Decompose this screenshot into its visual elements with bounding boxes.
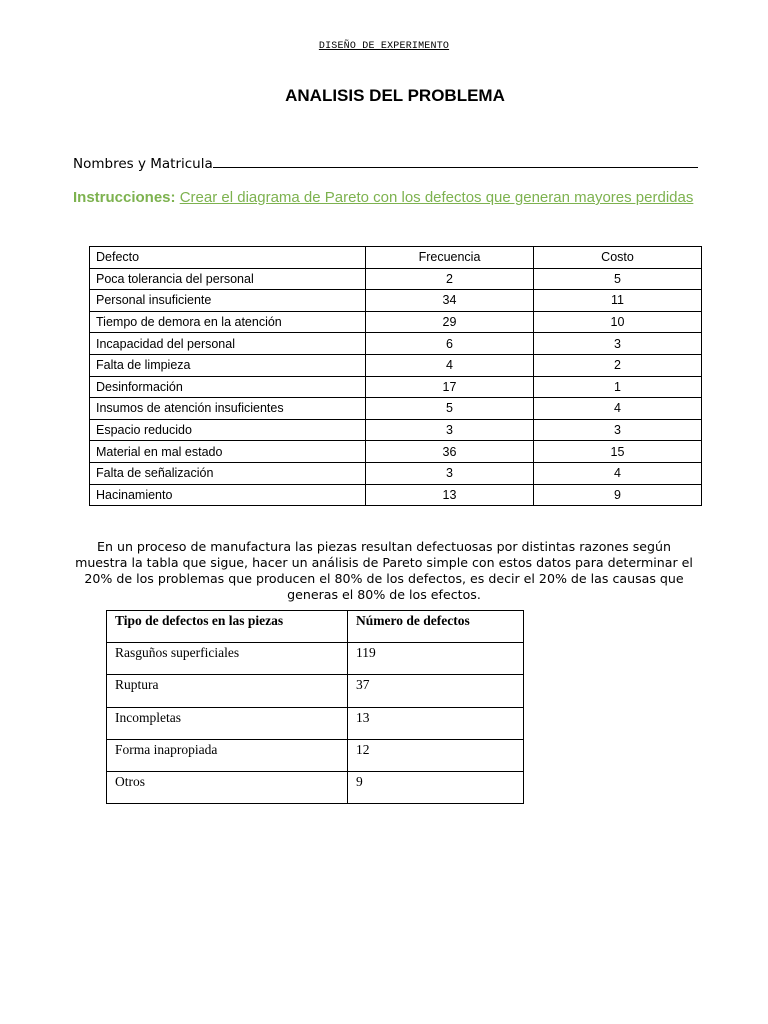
table-row — [90, 398, 702, 420]
table-cell: 15 — [534, 441, 702, 463]
table-cell: Personal insuficiente — [90, 290, 366, 312]
table-cell: 36 — [366, 441, 534, 463]
names-label: Nombres y Matricula — [73, 156, 213, 172]
table-cell: Forma inapropiada — [107, 739, 348, 771]
table-row — [90, 376, 702, 398]
table-row — [90, 333, 702, 355]
table-cell: 10 — [534, 311, 702, 333]
names-blank-line — [213, 155, 698, 168]
page-title: ANALISIS DEL PROBLEMA — [285, 86, 505, 105]
table-cell: 5 — [534, 268, 702, 290]
table-row — [90, 354, 702, 376]
table-cell: 9 — [534, 484, 702, 506]
table-row — [90, 441, 702, 463]
table-row — [107, 675, 524, 707]
table-row — [107, 771, 524, 803]
table-cell: 4 — [534, 462, 702, 484]
problem-paragraph: En un proceso de manufactura las piezas resultan defectuosas por distintas razones según muestra la tabla que sigue, hacer un análisis de Pareto simple con estos datos para determinar el 20% de los problemas que producen el 80% de los defectos, es decir el 20% de las causas que generas el 80% de los efectos. — [75, 539, 693, 602]
table-cell: 3 — [366, 419, 534, 441]
names-field — [73, 155, 698, 172]
table-cell: 13 — [348, 707, 524, 739]
table-cell: Poca tolerancia del personal — [90, 268, 366, 290]
table-cell: 1 — [534, 376, 702, 398]
table-cell: 3 — [366, 462, 534, 484]
table-cell: Hacinamiento — [90, 484, 366, 506]
document-header: DISEÑO DE EXPERIMENTO — [318, 41, 450, 52]
column-header: Defecto — [90, 247, 366, 269]
table-row — [107, 643, 524, 675]
table-cell: 3 — [534, 333, 702, 355]
table-cell: 2 — [366, 268, 534, 290]
table-cell: 4 — [366, 354, 534, 376]
table-cell: 29 — [366, 311, 534, 333]
table-row — [90, 311, 702, 333]
column-header: Número de defectos — [348, 611, 524, 643]
table-row — [107, 707, 524, 739]
instructions-text: Crear el diagrama de Pareto con los defectos que generan mayores perdidas — [179, 189, 694, 206]
table-cell: Incapacidad del personal — [90, 333, 366, 355]
instructions-label: Instrucciones: — [73, 189, 176, 206]
table-cell: 12 — [348, 739, 524, 771]
table-row — [90, 462, 702, 484]
table-cell: Otros — [107, 771, 348, 803]
column-header: Tipo de defectos en las piezas — [107, 611, 348, 643]
table-cell: 17 — [366, 376, 534, 398]
table-cell: Falta de señalización — [90, 462, 366, 484]
table-cell: 3 — [534, 419, 702, 441]
table-cell: 4 — [534, 398, 702, 420]
table-cell: 5 — [366, 398, 534, 420]
defects-cost-table — [89, 246, 702, 506]
table-cell: Tiempo de demora en la atención — [90, 311, 366, 333]
column-header: Costo — [534, 247, 702, 269]
table-row — [107, 739, 524, 771]
table-cell: 34 — [366, 290, 534, 312]
table-cell: Incompletas — [107, 707, 348, 739]
table-cell: 119 — [348, 643, 524, 675]
table-cell: Ruptura — [107, 675, 348, 707]
table-header-row — [107, 611, 524, 643]
table-cell: 13 — [366, 484, 534, 506]
table-cell: 37 — [348, 675, 524, 707]
column-header: Frecuencia — [366, 247, 534, 269]
table-cell: 11 — [534, 290, 702, 312]
table-row — [90, 419, 702, 441]
table-row — [90, 268, 702, 290]
table-cell: Insumos de atención insuficientes — [90, 398, 366, 420]
table-cell: Desinformación — [90, 376, 366, 398]
table-cell: Material en mal estado — [90, 441, 366, 463]
instructions — [73, 186, 703, 210]
table-cell: 6 — [366, 333, 534, 355]
table-cell: Rasguños superficiales — [107, 643, 348, 675]
table-cell: 2 — [534, 354, 702, 376]
table-row — [90, 290, 702, 312]
piece-defects-table — [106, 610, 524, 804]
table-header-row — [90, 247, 702, 269]
table-row — [90, 484, 702, 506]
table-cell: Espacio reducido — [90, 419, 366, 441]
table-cell: 9 — [348, 771, 524, 803]
table-cell: Falta de limpieza — [90, 354, 366, 376]
